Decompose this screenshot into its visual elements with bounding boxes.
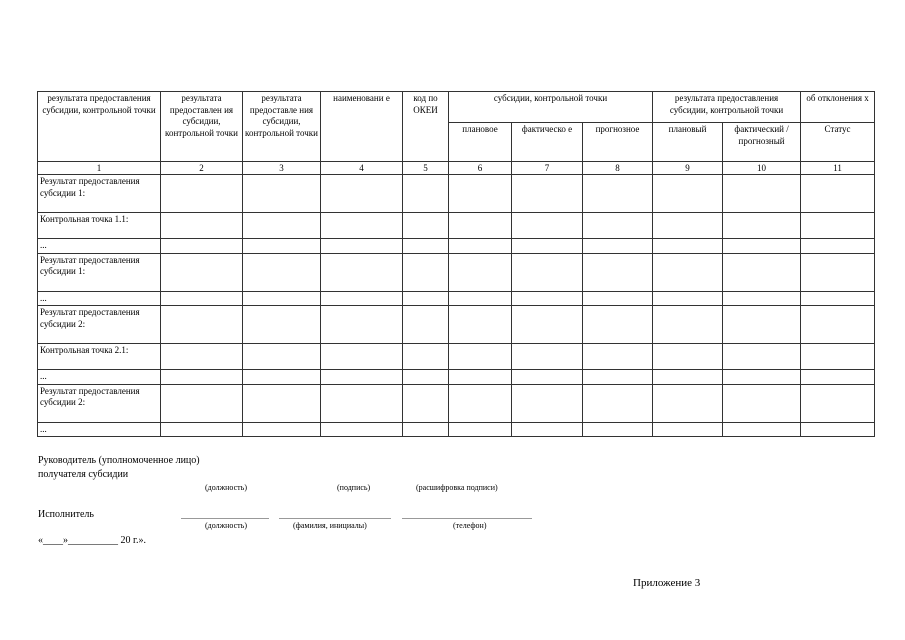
column-number: 6 — [449, 162, 512, 175]
table-row — [38, 239, 875, 254]
subheader-cell: плановое — [449, 123, 512, 162]
header-cell: результата предоставлен ия субсидии, контрольной точки — [161, 92, 243, 162]
column-number: 8 — [583, 162, 653, 175]
header-cell: код по ОКЕИ — [403, 92, 449, 162]
table-row — [38, 253, 875, 291]
header-cell: результата предоставле ния субсидии, контрольной точки — [243, 92, 321, 162]
subheader-cell: прогнозное — [583, 123, 653, 162]
header-cell: субсидии, контрольной точки — [449, 92, 653, 123]
row-label: Результат предоставления субсидии 1: — [38, 175, 161, 213]
signature-caption: (подпись) — [337, 483, 371, 492]
phone-line — [402, 518, 532, 519]
header-cell: результата предоставления субсидии, контрольной точки — [38, 92, 161, 162]
row-label: Результат предоставления субсидии 2: — [38, 306, 161, 344]
row-label: ... — [38, 291, 161, 306]
row-label: ... — [38, 239, 161, 254]
subheader-cell: Статус — [801, 123, 875, 162]
column-number: 9 — [653, 162, 723, 175]
date-line: «____»__________ 20 г.». — [38, 535, 146, 546]
signature-decoding-caption: (расшифровка подписи) — [416, 483, 498, 492]
header-cell: об отклонения х — [801, 92, 875, 123]
name-caption: (фамилия, инициалы) — [293, 521, 367, 530]
row-label: Результат предоставления субсидии 2: — [38, 384, 161, 422]
position-caption-2: (должность) — [205, 521, 247, 530]
column-number: 11 — [801, 162, 875, 175]
table-row — [38, 422, 875, 437]
report-table — [37, 91, 875, 437]
column-number: 7 — [512, 162, 583, 175]
table-row — [38, 344, 875, 370]
column-number: 1 — [38, 162, 161, 175]
column-number: 10 — [723, 162, 801, 175]
table-row — [38, 175, 875, 213]
executor-label: Исполнитель — [38, 509, 94, 520]
row-label: Контрольная точка 2.1: — [38, 344, 161, 370]
column-number-row — [38, 162, 875, 175]
position-caption: (должность) — [205, 483, 247, 492]
table-row — [38, 306, 875, 344]
subheader-cell: фактическо е — [512, 123, 583, 162]
row-label: ... — [38, 370, 161, 385]
header-row — [38, 92, 875, 123]
table-row — [38, 291, 875, 306]
column-number: 5 — [403, 162, 449, 175]
row-label: Контрольная точка 1.1: — [38, 213, 161, 239]
table-row — [38, 370, 875, 385]
subheader-cell: плановый — [653, 123, 723, 162]
subheader-cell: фактический / прогнозный — [723, 123, 801, 162]
row-label: Результат предоставления субсидии 1: — [38, 253, 161, 291]
phone-caption: (телефон) — [453, 521, 487, 530]
table-row — [38, 213, 875, 239]
position-line — [181, 518, 269, 519]
appendix-label: Приложение 3 — [633, 577, 701, 589]
table-row — [38, 384, 875, 422]
name-line — [279, 518, 391, 519]
header-cell: результата предоставления субсидии, контрольной точки — [653, 92, 801, 123]
head-title-line1: Руководитель (уполномоченное лицо) — [38, 455, 200, 466]
column-number: 2 — [161, 162, 243, 175]
row-label: ... — [38, 422, 161, 437]
column-number: 3 — [243, 162, 321, 175]
head-title-line2: получателя субсидии — [38, 469, 129, 480]
column-number: 4 — [321, 162, 403, 175]
header-cell: наименовани е — [321, 92, 403, 162]
